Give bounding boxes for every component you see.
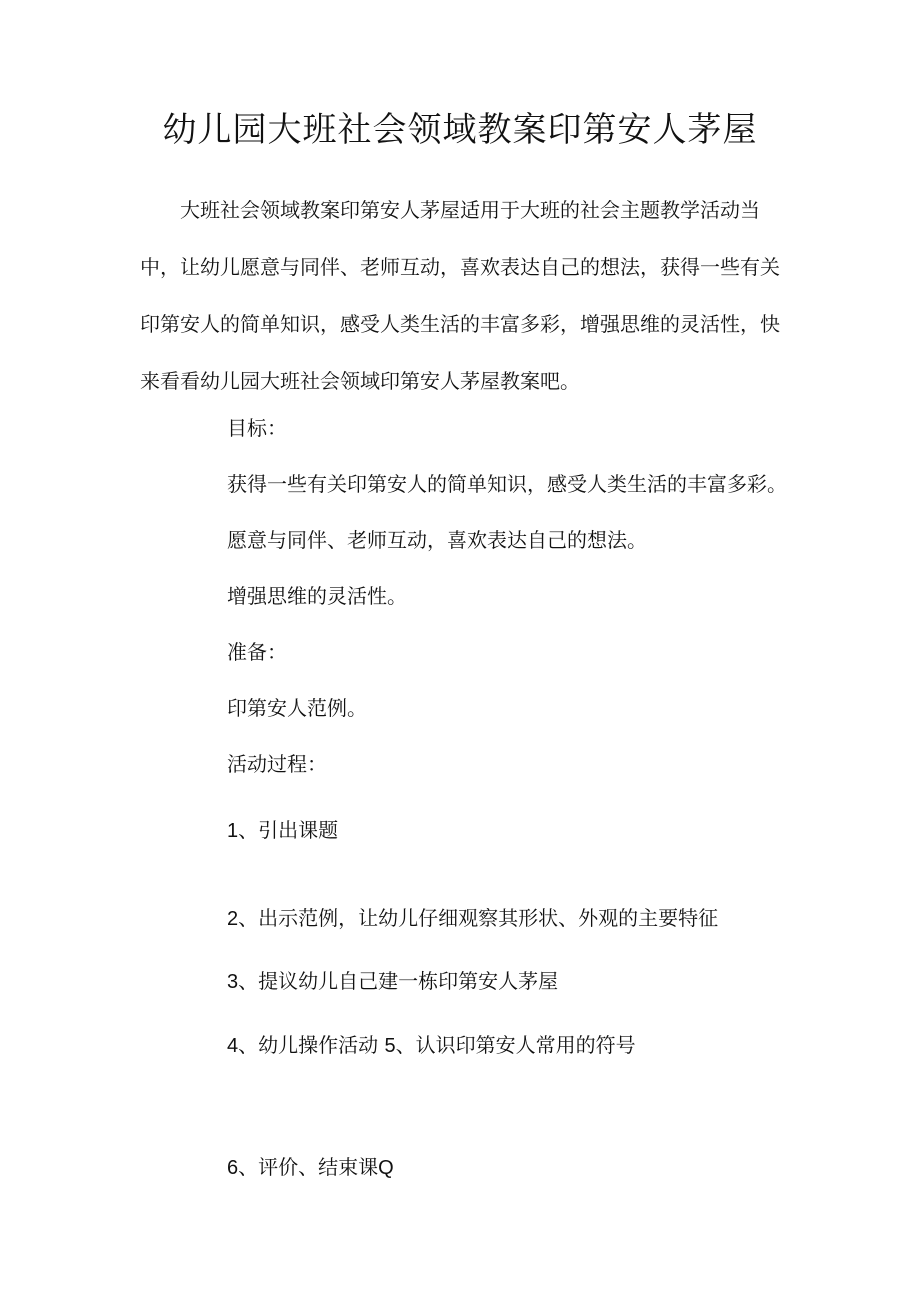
- step-text: 、引出课题: [238, 818, 339, 842]
- prep-item: 印第安人范例。: [227, 696, 367, 720]
- step-text-inline: 、认识印第安人常用的符号: [395, 1033, 636, 1057]
- step-text: 、评价、结束课: [238, 1155, 379, 1179]
- step-text: 、幼儿操作活动: [238, 1033, 385, 1057]
- step-number: 3: [227, 971, 239, 993]
- step-item-2: [227, 903, 718, 934]
- intro-text: 大班社会领域教案印第安人茅屋适用于大班的社会主题教学活动当中，让幼儿愿意与同伴、老师互动，喜欢表达自己的想法，获得一些有关印第安人的简单知识，感受人类生活的丰富多彩，增强思维的灵活性，快来看看幼儿园大班社会领域印第安人茅屋教案吧。: [140, 198, 780, 393]
- step-number: 4: [227, 1035, 239, 1057]
- process-heading: 活动过程：: [227, 752, 327, 776]
- goal-item-2: 愿意与同伴、老师互动，喜欢表达自己的想法。: [227, 528, 647, 552]
- intro-paragraph: [140, 182, 780, 410]
- step-item-6: [227, 1152, 394, 1183]
- step-item-3: [227, 966, 558, 997]
- step-number: 1: [227, 820, 239, 842]
- prep-heading: 准备：: [227, 640, 287, 664]
- step-number: 6: [227, 1157, 239, 1179]
- goal-item-1: 获得一些有关印第安人的简单知识，感受人类生活的丰富多彩。: [227, 472, 787, 496]
- step-number: 2: [227, 908, 239, 930]
- step-text: 、出示范例，让幼儿仔细观察其形状、外观的主要特征: [238, 906, 719, 930]
- document-title: 幼儿园大班社会领域教案印第安人茅屋: [162, 110, 758, 150]
- goal-item-3: 增强思维的灵活性。: [227, 584, 407, 608]
- step-number-inline: 5: [384, 1035, 396, 1057]
- step-item-4: [227, 1030, 636, 1061]
- step-text: 、提议幼儿自己建一栋印第安人茅屋: [238, 969, 559, 993]
- step-tail: Q: [378, 1157, 394, 1179]
- goals-heading: 目标：: [227, 416, 287, 440]
- step-item-1: [227, 815, 338, 846]
